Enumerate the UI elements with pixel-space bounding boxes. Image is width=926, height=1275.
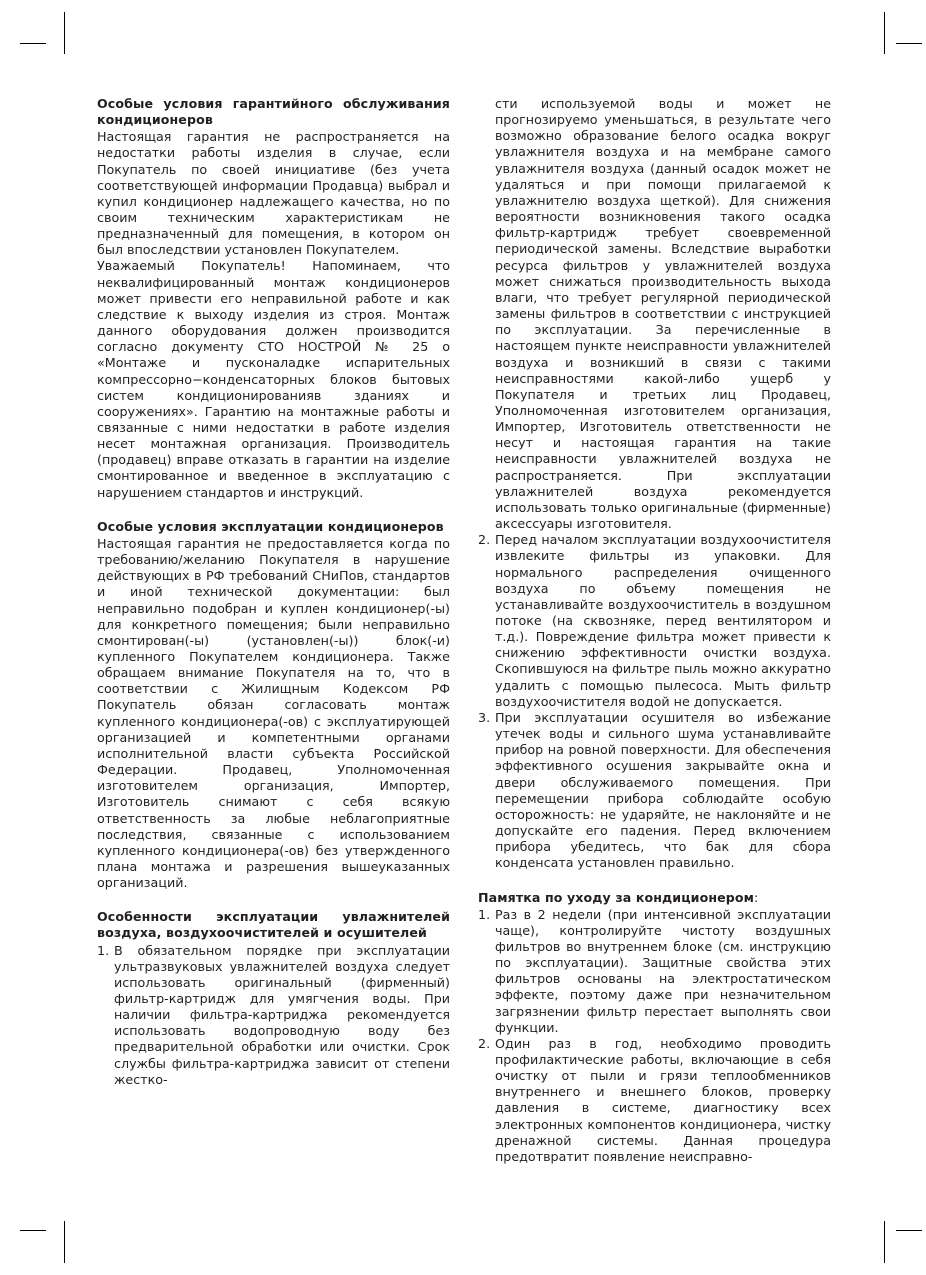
section-heading-operating-conditions: Особые условия эксплуатации кондиционеров — [97, 518, 444, 534]
crop-mark-top-right-horizontal — [896, 43, 922, 44]
section-heading-warranty-conditions: Особые условия гарантийного обслуживания кондиционеров — [97, 96, 450, 128]
section-heading-humidifier-features: Особенности эксплуатации увлажнителей воздуха, воздухоочистителей и осушителей — [97, 909, 450, 941]
list-item: Один раз в год, необходимо проводить профилактические работы, включающие в себя очистку от пыли и грязи теплообменников внутреннего и внешнего блоков, проверку давления в системе, диагностику всех электронных компонентов кондиционера, чистку дренажной системы. Данная процедура предотвратит появление неисправно- — [495, 1035, 831, 1164]
crop-mark-top-left-vertical — [64, 12, 65, 54]
crop-mark-top-left-horizontal — [20, 43, 46, 44]
humidifier-list — [97, 943, 450, 1088]
list-item: В обязательном порядке при эксплуатации ультразвуковых увлажнителей воздуха следует использовать оригинальный (фирменный) фильтр-картридж для умягчения воды. При наличии фильтра-картриджа рекомендуется использовать водопроводную воду без предварительной обработки или очистки. Срок службы фильтра-картриджа зависит от степени жестко- — [114, 942, 450, 1087]
paragraph-operating-conditions: Настоящая гарантия не предоставляется когда по требованию/желанию Покупателя в нарушение действующих в РФ требований СНиПов, стандартов и иной технической документации: был неправильно подобран и куплен кондиционер(-ы) для конкретного помещения; были неправильно смонтирован(-ы) (установлен(-ы)) блок(-и) купленного Покупателем кондиционера. Также обращаем внимание Покупателя на то, что в соответствии с Жилищным Кодексом РФ Покупатель обязан согласовать монтаж купленного кондиционера(-ов) с эксплуатирующей организацией и компетентными органами исполнительной власти субъекта Российской Федерации. Продавец, Уполномоченная изготовителем организация, Импортер, Изготовитель снимают с себя всякую ответственность за любые неблагоприятные последствия, связанные с использованием купленного кондиционера(-ов) без утвержденного плана монтажа и разрешения вышеуказанных организаций. — [97, 535, 450, 891]
crop-mark-bottom-left-horizontal — [20, 1230, 46, 1231]
section-heading-maintenance-memo — [478, 890, 831, 906]
list-item: При эксплуатации осушителя во избежание утечек воды и сильного шума устанавливайте прибор на ровной поверхности. Для обеспечения эффективного осушения закрывайте окна и двери обслуживаемого помещения. При перемещении прибора соблюдайте особую осторожность: не ударяйте, не наклоняйте и не допускайте его падения. Перед включением прибора убедитесь, что бак для сбора конденсата установлен правильно. — [495, 709, 831, 871]
maintenance-memo-title: Памятка по уходу за кондиционером — [478, 889, 755, 905]
right-column — [478, 96, 831, 1165]
list-item: Раз в 2 недели (при интенсивной эксплуатации чаще), контролируйте чистоту воздушных фильтров во внутреннем блоке (см. инструкцию по эксплуатации). Защитные свойства этих фильтров основаны на электростатическом эффекте, поэтому даже при незначительном загрязнении фильтр перестает выполнять свои функции. — [495, 906, 831, 1035]
crop-mark-top-right-vertical — [884, 12, 885, 54]
list-item: Перед началом эксплуатации воздухоочистителя извлеките фильтры из упаковки. Для нормального распределения очищенного воздуха по объему помещения не устанавливайте воздухоочиститель в воздушном потоке (на сквозняке, перед вентилятором и т.д.). Повреждение фильтра может привести к снижению эффективности очистки воздуха. Скопившуюся на фильтре пыль можно аккуратно удалить с помощью пылесоса. Мыть фильтр воздухоочистителя водой не допускается. — [495, 532, 831, 709]
two-column-body — [97, 96, 831, 1165]
crop-mark-bottom-left-vertical — [64, 1221, 65, 1263]
paragraph-installation-notice: Уважаемый Покупатель! Напоминаем, что неквалифицированный монтаж кондиционеров может привести его неправильной работе и как следствие к выходу изделия из строя. Монтаж данного оборудования должен производится согласно документу СТО НОСТРОЙ № 25 о «Монтаже и пусконаладке испарительных компрессорно−конденсаторных блоков бытовых систем кондиционированияв зданиях и сооружениях». Гарантию на монтажные работы и связанные с ними недостатки в работе изделия несет монтажная организация. Производитель (продавец) вправе отказать в гарантии на изделие смонтированное и введенное в эксплуатацию с нарушением стандартов и инструкций. — [97, 258, 450, 500]
maintenance-list — [478, 907, 831, 1166]
paragraph-warranty-scope: Настоящая гарантия не распространяется на недостатки работы изделия в случае, если Покупатель по своей инициативе (без учета соответствующей информации Продавца) выбрал и купил кондиционер надлежащего качества, но по своим техническим характеристикам не предназначенный для помещения, в котором он был впоследствии установлен Покупателем. — [97, 129, 450, 258]
air-purifier-list — [478, 532, 831, 871]
crop-mark-bottom-right-vertical — [884, 1221, 885, 1263]
left-column — [97, 96, 450, 1165]
paragraph-humidifier-continuation: сти используемой воды и может не прогнозируемо уменьшаться, в результате чего возможно образование белого осадка вокруг увлажнителя воздуха и на мембране самого увлажнителя воздуха (данный осадок может не удаляться и при помощи прилагаемой к увлажнителю воздуха щеткой). Для снижения вероятности возникновения такого осадка фильтр-картридж требует своевременной периодической замены. Вследствие выработки ресурса фильтров у увлажнителей воздуха может снижаться производительность выхода влаги, что требует регулярной периодической замены фильтров в соответствии с инструкцией по эксплуатации. За перечисленные в настоящем пункте неисправности увлажнителей воздуха и возникший в связи с такими неисправностями какой-либо ущерб у Покупателя и третьих лиц Продавец, Уполномоченная изготовителем организация, Импортер, Изготовитель ответственности не несут и настоящая гарантия на такие неисправности увлажнителей воздуха не распространяется. При эксплуатации увлажнителей воздуха рекомендуется использовать только оригинальные (фирменные) аксессуары изготовителя. — [495, 96, 831, 532]
maintenance-memo-colon: : — [754, 889, 759, 905]
crop-mark-bottom-right-horizontal — [896, 1230, 922, 1231]
